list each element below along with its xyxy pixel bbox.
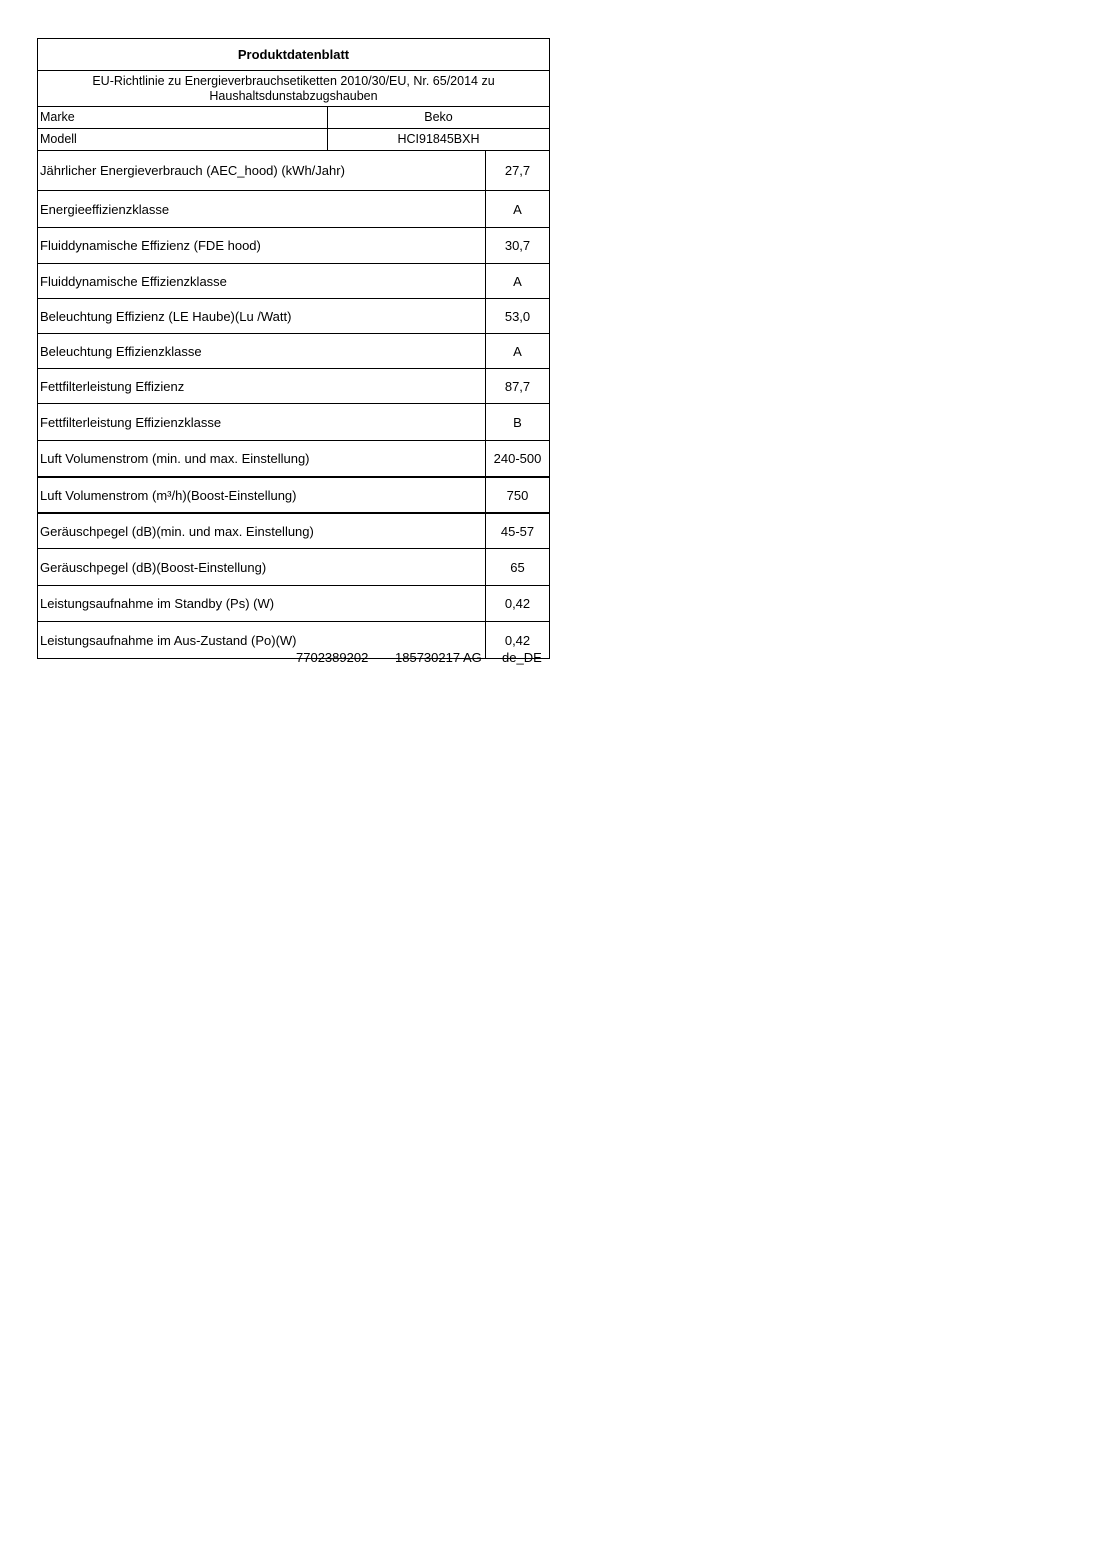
table-row [38,299,549,334]
model-value: HCI91845BXH [397,132,480,146]
table-row [38,369,549,404]
table-row [38,514,549,549]
row-value: 240-500 [493,451,542,466]
row-value: A [513,201,522,217]
row-label: Energieeffizienzklasse [38,191,486,227]
model-label: Modell [38,129,328,150]
row-label: Geräuschpegel (dB)(min. und max. Einstellung) [38,514,486,548]
row-value: 0,42 [504,632,531,648]
row-value: 30,7 [504,238,531,253]
table-row [38,404,549,441]
row-value: 53,0 [504,308,531,324]
row-value: 65 [510,559,525,575]
footer-locale: de_DE [502,650,542,665]
subtitle-line-2: Haushaltsdunstabzugshauben [209,89,378,103]
row-label: Luft Volumenstrom (m³/h)(Boost-Einstellung) [38,478,486,512]
model-row [38,129,549,151]
table-row [38,264,549,299]
brand-label: Marke [38,107,328,128]
table-row [38,191,549,228]
table-row [38,478,549,514]
footer-part-number: 185730217 AG [395,650,482,665]
subtitle-line-1: EU-Richtlinie zu Energieverbrauchsetiketten 2010/30/EU, Nr. 65/2014 zu [92,74,495,88]
table-row [38,441,549,478]
row-label: Leistungsaufnahme im Standby (Ps) (W) [38,586,486,621]
table-row [38,151,549,191]
footer-doc-number: 7702389202 [296,650,369,665]
product-data-sheet [37,38,550,659]
table-row [38,334,549,369]
table-row [38,228,549,264]
row-label: Beleuchtung Effizienz (LE Haube)(Lu /Watt) [38,299,486,333]
sheet-title: Produktdatenblatt [38,39,549,71]
regulation-subtitle [38,71,549,107]
row-value: 0,42 [504,596,531,611]
row-label: Fettfilterleistung Effizienzklasse [38,404,486,440]
row-value: A [513,273,522,289]
row-value: B [513,414,522,430]
row-value: 750 [506,487,529,503]
row-label: Fettfilterleistung Effizienz [38,369,486,403]
row-value: 27,7 [504,163,531,178]
row-label: Leistungsaufnahme im Aus-Zustand (Po)(W) [38,622,486,658]
row-value: A [513,343,522,359]
table-row [38,549,549,586]
row-label: Luft Volumenstrom (min. und max. Einstellung) [38,441,486,476]
brand-row [38,107,549,129]
brand-value: Beko [424,110,453,124]
row-label: Beleuchtung Effizienzklasse [38,334,486,368]
table-row [38,586,549,622]
row-label: Geräuschpegel (dB)(Boost-Einstellung) [38,549,486,585]
row-value: 87,7 [504,378,531,394]
row-label: Fluiddynamische Effizienzklasse [38,264,486,298]
row-value: 45-57 [500,523,535,539]
row-label: Fluiddynamische Effizienz (FDE hood) [38,228,486,263]
row-label: Jährlicher Energieverbrauch (AEC_hood) (kWh/Jahr) [38,151,486,190]
